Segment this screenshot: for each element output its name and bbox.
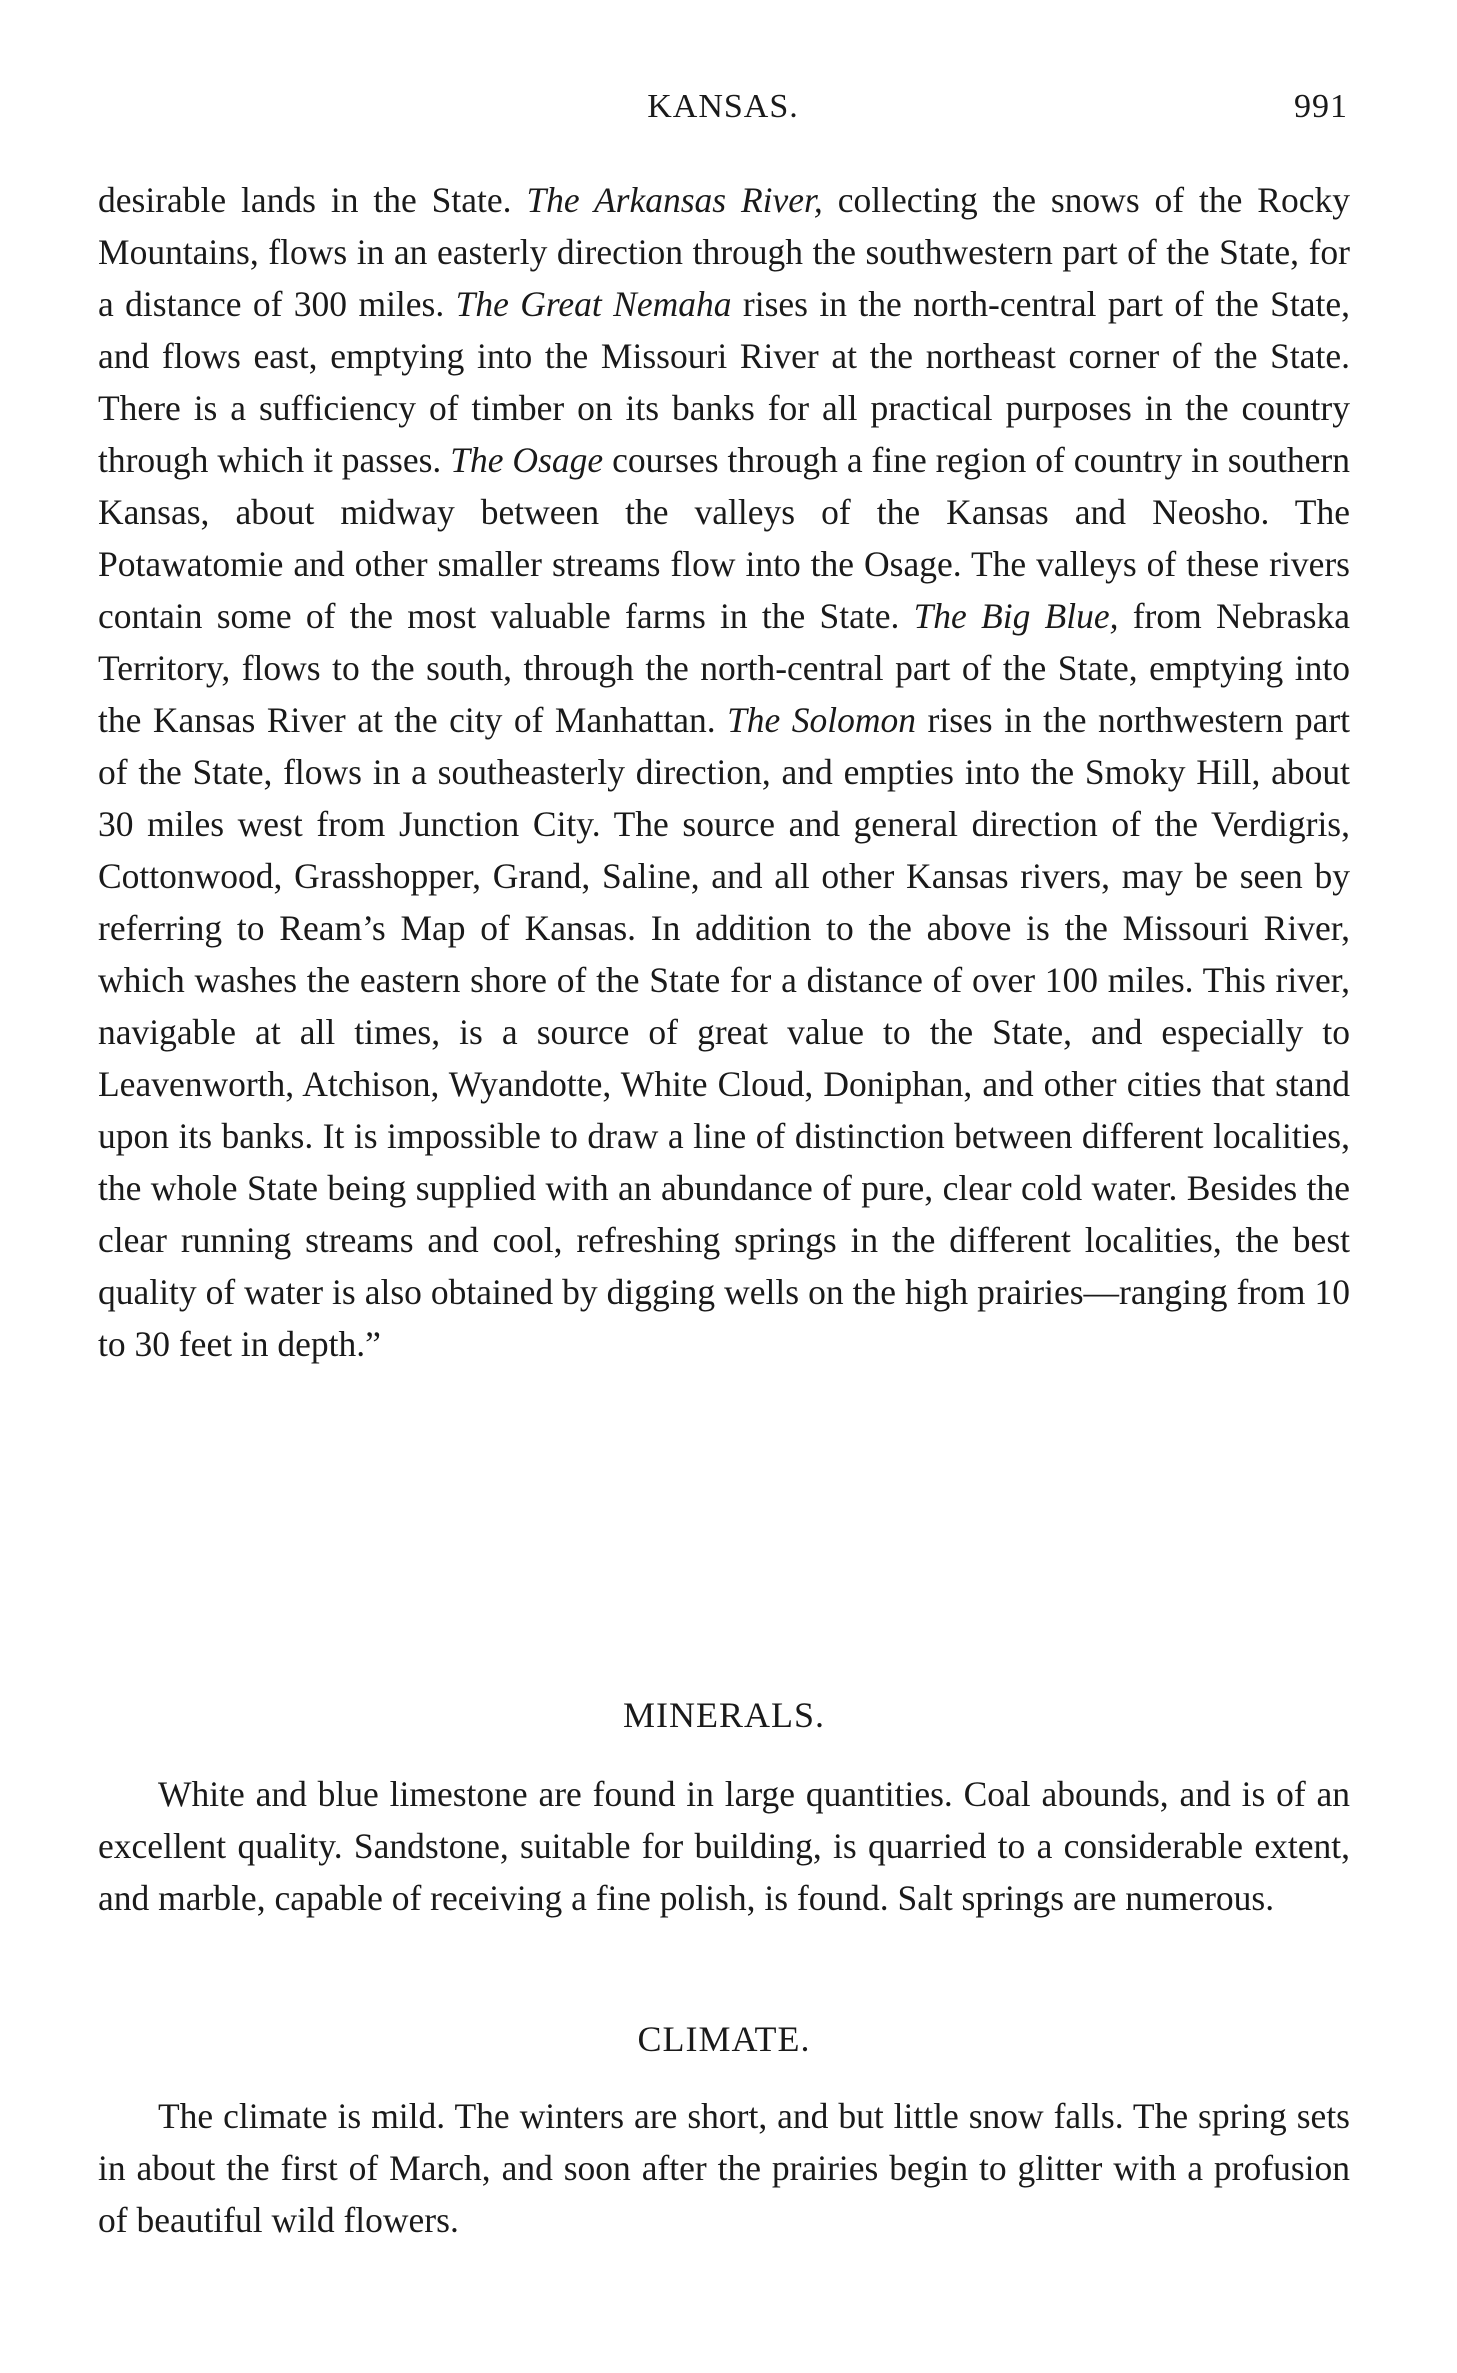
minerals-heading: MINERALS.: [622, 1695, 825, 1735]
climate-paragraph: [98, 2090, 1350, 2246]
running-head: [98, 88, 1348, 134]
text-run: desirable lands in the State.: [98, 180, 527, 220]
minerals-text: White and blue limestone are found in large quantities. Coal abounds, and is of an excellent quality. Sandstone, suitable for building, is quarried to a considerable extent, and marble, capable of receiving a fine polish, is found. Salt springs are numerous.: [98, 1774, 1350, 1918]
text-run: from Nebraska Territory, flows to the south, through the north-central part of the State, emptying into the Kansas River at the city of Manhattan.: [98, 596, 1350, 740]
text-run: collecting the snows of the Rocky Mountains, flows in an easterly direction through the southwestern part of the State, for a distance of 300 miles.: [98, 180, 1350, 324]
river-name: The Big Blue,: [913, 596, 1119, 636]
minerals-paragraph: [98, 1768, 1350, 1924]
climate-text: The climate is mild. The winters are short, and but little snow falls. The spring sets in about the first of March, and soon after the prairies begin to glitter with a profusion of beautiful wild flowers.: [98, 2096, 1350, 2240]
page-number: 991: [1294, 88, 1348, 125]
river-name: The Great Nemaha: [455, 284, 732, 324]
rivers-paragraph: [98, 174, 1350, 1370]
text-run: rises in the northwestern part of the State, flows in a southeasterly direction, and empties into the Smoky Hill, about 30 miles west from Junction City. The source and general direction of the Verdigris, Cottonwood, Grasshopper, Grand, Saline, and all other Kansas rivers, may be seen by referring to Ream’s Map of Kansas. In addition to the above is the Missouri River, which washes the eastern shore of the State for a distance of over 100 miles. This river, navigable at all times, is a source of great value to the State, and especially to Leavenworth, Atchison, Wyandotte, White Cloud, Doniphan, and other cities that stand upon its banks. It is impossible to draw a line of distinction between different localities, the whole State being supplied with an abundance of pure, clear cold water. Besides the clear running streams and cool, refreshing springs in the different localities, the best quality of water is also obtained by digging wells on the high prairies—ranging from 10 to 30 feet in depth.”: [98, 700, 1351, 1364]
river-name: The Osage: [450, 440, 604, 480]
river-name: The Solomon: [727, 700, 917, 740]
climate-heading: CLIMATE.: [637, 2019, 811, 2059]
text-run: rises in the north-central part of the State, and flows east, emptying into the Missouri River at the northeast corner of the State. There is a sufficiency of timber on its banks for all practical purposes in the country through which it passes.: [98, 284, 1350, 480]
text-run: courses through a fine region of country in southern Kansas, about midway between the valleys of the Kansas and Neosho. The Potawatomie and other smaller streams flow into the Osage. The valleys of these rivers contain some of the most valuable farms in the State.: [98, 440, 1350, 636]
river-name: The Arkansas River,: [526, 180, 823, 220]
running-title: KANSAS.: [647, 88, 799, 125]
